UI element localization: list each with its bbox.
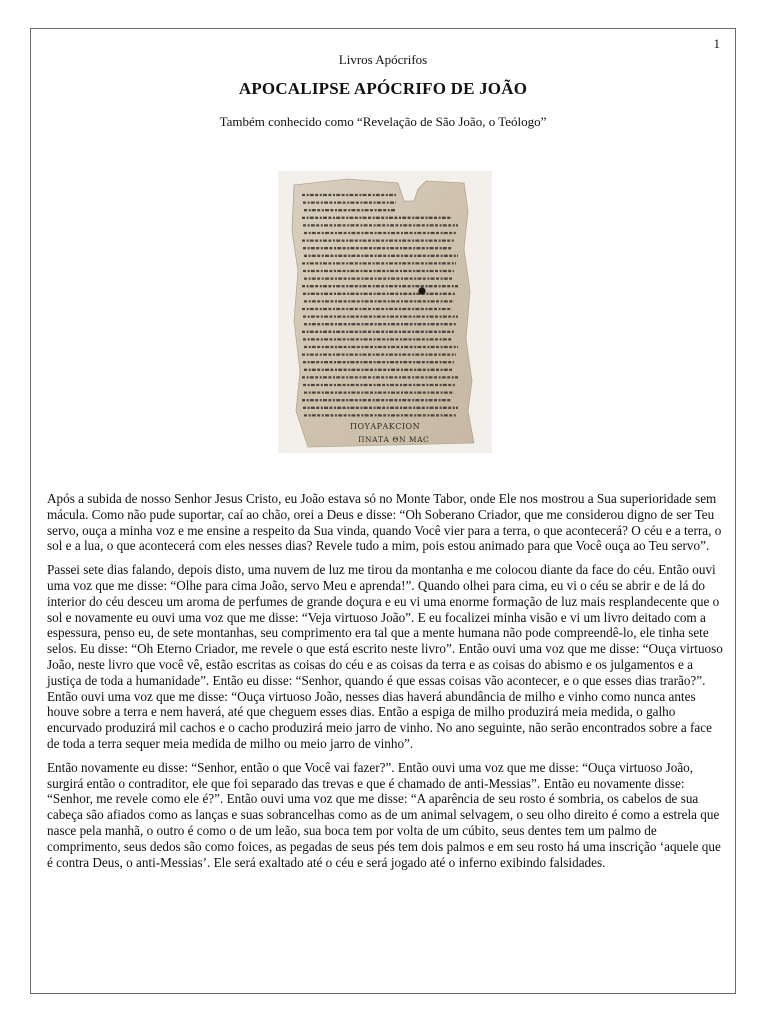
page-subtitle: Também conhecido como “Revelação de São João, o Teólogo” bbox=[219, 114, 547, 129]
paragraph-3: Então novamente eu disse: “Senhor, então o que Você vai fazer?”. Então ouvi uma voz que me disse: “Ouça virtuoso João, surgirá então o contraditor, ele que foi separado das trevas e que é chamado de anti-Messias”. Então eu novamente disse: “Senhor, me revele como ele é?”. Então ouvi uma voz que me disse: “A aparência de seu rosto é sombria, os cabelos de sua cabeça são afiados como as lanças e suas sobrancelhas como as de um animal selvagem, o seu olho direito é como a estrela que nasce pela manhã, o outro é como o de um leão, sua boca tem por volta de um cúbito, seus dentes tem um palmo de comprimento, seus dedos são como foices, as pegadas de seus pés tem dois palmos e em seu rosto há uma inscrição ‘aquele que é contra Deus, o anti-Messias’. Ele será exaltado até o céu e será jogado até o inferno exibindo falsidades. bbox=[47, 759, 721, 870]
document-body bbox=[47, 491, 723, 878]
paragraph-2: Passei sete dias falando, depois disto, uma nuvem de luz me tirou da montanha e me colocou diante da face do céu. Então ouvi uma voz que me disse: “Olhe para cima João, servo Meu e aprenda!”. Quando olhei para cima, eu vi o céu se abrir e de lá do interior do céu desceu um aroma de perfumes de grande doçura e eu vi uma enorme formação de luz mais resplandecente que o sol e novamente eu ouvi uma voz que me disse: “Veja virtuoso João”. E eu focalizei minha visão e vi um livro deitado com a espessura, penso eu, de sete montanhas, seu comprimento era tal que a mente humana não pode compreendê-lo, ele tinha sete selos. Eu disse: “Oh Eterno Criador, me revele o que está escrito neste livro”. Então ouvi uma voz que me disse: “Ouça virtuoso João, neste livro que você vê, estão escritas as coisas do céu e as coisas da terra e as coisas do abismo e os julgamentos e a justiça de toda a humanidade”. Então eu disse: “Senhor, quando é que essas coisas vão acontecer, e o que esses dias trarão?”. Então ouvi uma voz que me disse: “Ouça virtuoso João, nesses dias haverá abundância de milho e vinho como nunca antes houve sobre a terra e nem haverá, até que cheguem esses dias. Então a espiga de milho produzirá meia medida, o galho encurvado produzirá mil cachos e o cacho produzirá meio jarro de vinho. No ano seguinte, não serão encontrados sobre a face de toda a terra sequer meia medida de milho ou meio jarro de vinho”. bbox=[47, 562, 723, 751]
manuscript-caption-line-1: ΠΟΥΑΡΑΚCΙΟΝ bbox=[350, 422, 421, 431]
paragraph-1: Após a subida de nosso Senhor Jesus Cristo, eu João estava só no Monte Tabor, onde Ele nos mostrou a Sua superioridade sem mácula. Como não pude suportar, caí ao chão, orei a Deus e disse: “Oh Soberano Criador, que me considerou digno de ser Teu servo, ouça a minha voz e me ensine a respeito da Sua vinda, quando Você vier para a terra, o que acontecerá? O céu e a terra, o sol e a lua, o que acontecerá com eles nesses dias? Revele tudo a mim, pois estou animado para que Você ouça ao Teu servo”. bbox=[47, 491, 722, 554]
page-number: 1 bbox=[713, 36, 720, 51]
running-header: Livros Apócrifos bbox=[338, 52, 428, 67]
page-frame bbox=[30, 28, 736, 994]
manuscript-image bbox=[278, 171, 492, 453]
page-title: APOCALIPSE APÓCRIFO DE JOÃO bbox=[238, 79, 528, 98]
manuscript-caption-line-2: ΠΝΑΤΑ ΘΝ ΜΑC bbox=[358, 435, 430, 444]
